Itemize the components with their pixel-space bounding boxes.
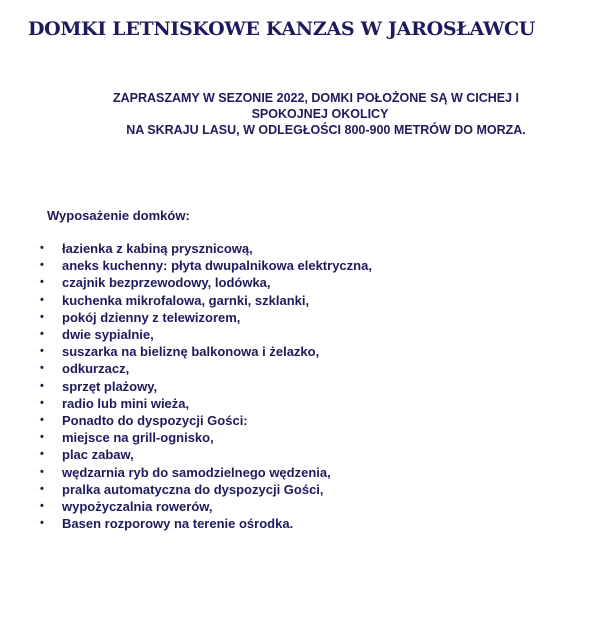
equipment-list xyxy=(40,240,372,532)
bullet-icon: • xyxy=(40,276,44,289)
equipment-heading: Wyposażenie domków: xyxy=(47,208,190,223)
bullet-icon: • xyxy=(40,379,44,392)
bullet-icon: • xyxy=(40,517,44,530)
list-item: • pokój dzienny z telewizorem, xyxy=(40,309,241,325)
bullet-icon: • xyxy=(40,362,44,375)
bullet-icon: • xyxy=(40,310,44,323)
intro-line-2: SPOKOJNEJ OKOLICY xyxy=(251,107,389,121)
bullet-icon: • xyxy=(40,431,44,444)
list-item: • wędzarnia ryb do samodzielnego wędzenia, xyxy=(40,464,331,480)
bullet-icon: • xyxy=(40,396,44,409)
list-item: • suszarka na bieliznę balkonowa i żelazko, xyxy=(40,344,320,360)
list-item: • odkurzacz, xyxy=(40,361,130,377)
bullet-icon: • xyxy=(40,448,44,461)
list-item: • kuchenka mikrofalowa, garnki, szklanki, xyxy=(40,292,310,308)
list-item: • czajnik bezprzewodowy, lodówka, xyxy=(40,275,271,291)
bullet-icon: • xyxy=(40,328,44,341)
list-item: • Ponadto do dyspozycji Gości: xyxy=(40,413,248,429)
bullet-icon: • xyxy=(40,345,44,358)
list-item: • łazienka z kabiną prysznicową, xyxy=(40,241,253,256)
list-item: • miejsce na grill-ognisko, xyxy=(40,430,214,446)
list-item: • dwie sypialnie, xyxy=(40,327,154,343)
list-item: • wypożyczalnia rowerów, xyxy=(40,499,213,515)
bullet-icon: • xyxy=(40,259,44,272)
intro-line-3: NA SKRAJU LASU, W ODLEGŁOŚCI 800-900 METRÓW DO MORZA. xyxy=(126,123,526,137)
list-item: • plac zabaw, xyxy=(40,447,134,463)
list-item: • sprzęt plażowy, xyxy=(40,378,158,394)
bullet-icon: • xyxy=(40,293,44,306)
bullet-icon: • xyxy=(40,500,44,513)
bullet-icon: • xyxy=(40,482,44,495)
list-item: • radio lub mini wieża, xyxy=(40,395,190,411)
bullet-icon: • xyxy=(40,414,44,427)
list-item: • pralka automatyczna do dyspozycji Gości, xyxy=(40,481,324,497)
intro-text xyxy=(60,90,580,138)
list-item: • aneks kuchenny: płyta dwupalnikowa elektryczna, xyxy=(40,258,372,274)
list-item: • Basen rozporowy na terenie ośrodka. xyxy=(40,516,294,532)
page-title: DOMKI LETNISKOWE KANZAS W JAROSŁAWCU xyxy=(28,18,536,40)
bullet-icon: • xyxy=(40,242,44,254)
intro-line-1: ZAPRASZAMY W SEZONIE 2022, DOMKI POŁOŻONE SĄ W CICHEJ I xyxy=(112,91,520,105)
bullet-icon: • xyxy=(40,465,44,478)
